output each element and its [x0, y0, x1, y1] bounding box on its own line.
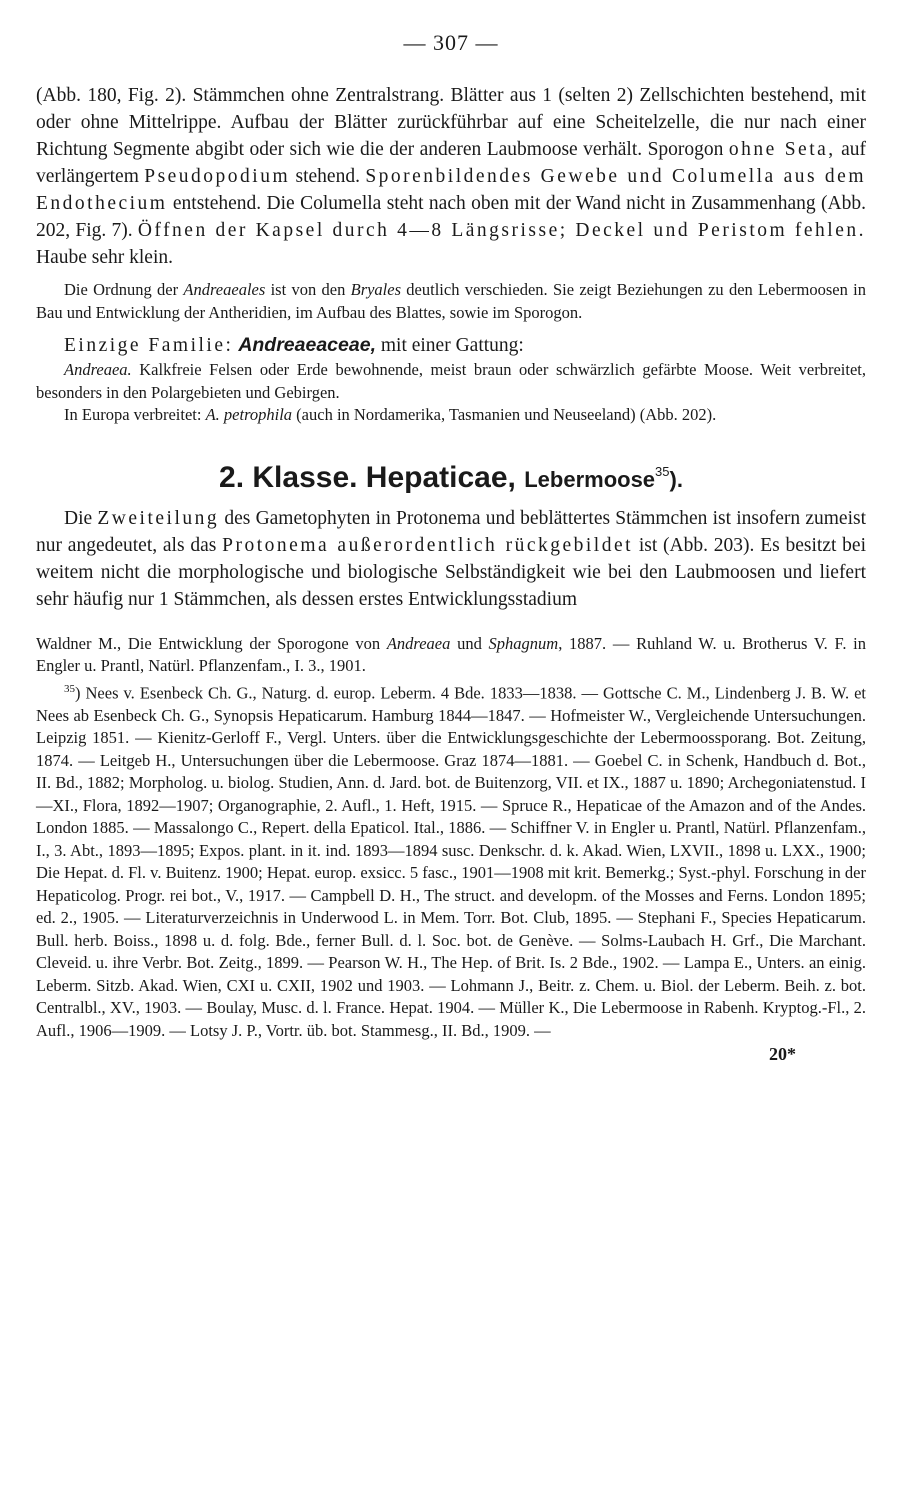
class-heading: 2. Klasse. Hepaticae, Lebermoose$^{35}$).: [219, 460, 683, 494]
family-line: Einzige Familie: Andreaeaceae, mit einer Gattung:: [64, 334, 524, 356]
footnote-literature-andreaea: Waldner M., Die Entwicklung der Sporogone von Andreaea und Sphagnum, 1887. — Ruhland W. u. Brotherus V. F. in Engler u. Prantl, Natürl. Pflanzenfam., I. 3., 1901.: [36, 633, 866, 675]
europe-distribution: In Europa verbreitet: A. petrophila (auch in Nordamerika, Tasmanien und Neuseeland) (Abb. 202).: [64, 405, 717, 424]
page-number: — 307 —: [403, 30, 499, 55]
footnote-35: $^{35}$) Nees v. Esenbeck Ch. G., Naturg. d. europ. Leberm. 4 Bde. 1833—1838. — Gottsche C. M., Lindenberg J. B. W. et Nees ab Esenbeck Ch. G., Synopsis Hepaticarum. Hamburg 1844—1847. — Hofmeister W., Vergleichende Untersuchungen. Leipzig 1851. — Kienitz-Gerloff F., Vergl. Unters. über die Entwicklungsgeschichte der Lebermoossporang. Bot. Zeitung, 1874. — Leitgeb H., Untersuchungen über die Lebermoose. Graz 1874—1881. — Goebel C. in Schenk, Handbuch d. Bot., II. Bd., 1882; Morpholog. u. biolog. Studien, Ann. d. Jard. bot. de Buitenzorg, VII. et IX., 1887 u. 1890; Archegoniatenstud. I—XI., Flora, 1892—1907; Organographie, 2. Aufl., 1. Heft, 1915. — Spruce R., Hepaticae of the Amazon and of the Andes. London 1885. — Massalongo C., Repert. della Epaticol. Ital., 1886. — Schiffner V. in Engler u. Prantl, Natürl. Pflanzenfam., I., 3. Abt., 1893—1895; Expos. plant. in it. ind. 1893—1894 susc. Denkschr. d. k. Akad. Wien, LXVII., 1898 u. LXX., 1900; Die Hepat. d. Fl. v. Buitenz. 1900; Hepat. europ. exsicc. 5 fasc., 1901—1908 mit krit. Bemerkg.; Syst.-phyl. Forschung in der Hepaticolog. Progr. rei bot., V., 1917. — Campbell D. H., The struct. and developm. of the Mosses and Ferns. London 1895; ed. 2., 1905. — Literaturverzeichnis in Underwood L. in Mem. Torr. Bot. Club, 1895. — Stephani F., Species Hepaticarum. Bull. herb. Boiss., 1898 u. d. folg. Bde., ferner Bull. d. l. Soc. bot. de Genève. — Solms-Laubach H. Grf., Die Marchant. Cleveid. u. ihre Verbr. Bot. Zeitg., 1899. — Pearson W. H., The Hep. of Brit. Is. 2 Bde., 1902. — Lampa E., Unters. an einig. Leberm. Sitzb. Akad. Wien, CXI u. CXII, 1902 und 1903. — Lohmann J., Beitr. z. Chem. u. Biol. der Leberm. Beih. z. bot. Centralbl., XV., 1903. — Boulay, Musc. d. l. France. Hepat. 1904. — Müller K., Die Lebermoose in Rabenh. Kryptog.-Fl., 2. Aufl., 1906—1909. — Lotsy J. P., Vortr. üb. bot. Stammesg., II. Bd., 1909. —: [36, 682, 866, 1040]
intro-paragraph: (Abb. 180, Fig. 2). Stämmchen ohne Zentralstrang. Blätter aus 1 (selten 2) Zellschichten bestehend, mit oder ohne Mittelrippe. Aufbau der Blätter zurückführbar auf eine Scheitelzelle, die nur nach einer Richtung Segmente abgibt oder sich wie die der anderen Laubmoose verhält. Sporogon ohne Seta, auf verlängertem Pseudopodium stehend. Sporenbildendes Gewebe und Columella aus dem Endothecium entstehend. Die Columella steht nach oben mit der Wand nicht in Zusammenhang (Abb. 202, Fig. 7). Öffnen der Kapsel durch 4—8 Längsrisse; Deckel und Peristom fehlen. Haube sehr klein.: [36, 85, 866, 268]
book-page: [36, 30, 866, 1065]
signature-mark: 20*: [769, 1044, 796, 1064]
genus-description: Andreaea. Kalkfreie Felsen oder Erde bewohnende, meist braun oder schwärzlich gefärbte Moose. Weit verbreitet, besonders in den Polargebieten und Gebirgen.: [36, 360, 866, 402]
order-note: Die Ordnung der Andreaeales ist von den Bryales deutlich verschieden. Sie zeigt Beziehungen zu den Lebermoosen in Bau und Entwicklung der Antheridien, im Aufbau des Blattes, sowie im Sporogon.: [36, 280, 866, 322]
footnotes: [36, 633, 866, 1043]
hepaticae-paragraph: Die Zweiteilung des Gametophyten in Protonema und beblättertes Stämmchen ist insofern zumeist nur angedeutet, als das Protonema außerordentlich rückgebildet ist (Abb. 203). Es besitzt bei weitem nicht die morphologische und biologische Selbständigkeit wie bei den Laubmoosen und liefert sehr häufig nur 1 Stämmchen, als dessen erstes Entwicklungsstadium: [36, 507, 867, 610]
